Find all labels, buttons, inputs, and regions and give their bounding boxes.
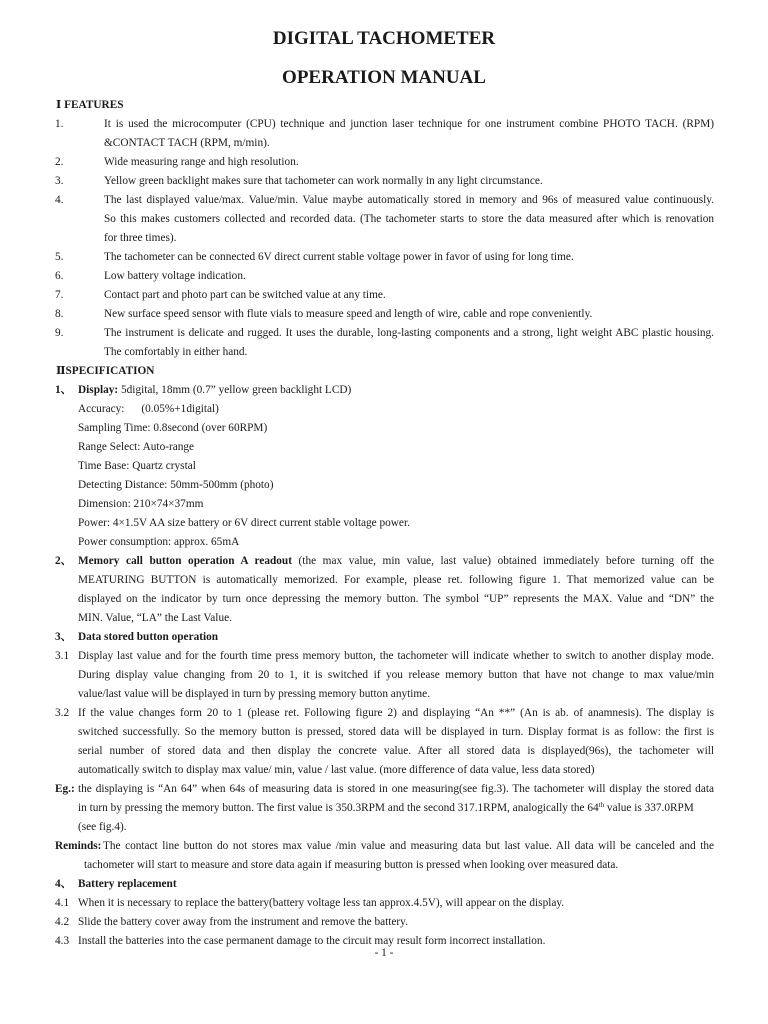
feature-number: 1. bbox=[55, 118, 64, 130]
spec-3-2-line-2: switched successfully. So the memory button is pressed, stored data will be displayed in turn. Display format is as follow: the first is bbox=[78, 726, 714, 738]
feature-3-text: Yellow green backlight makes sure that tachometer can work normally in any light circumstance. bbox=[104, 175, 543, 187]
feature-9-line-2: The comfortably in either hand. bbox=[104, 346, 248, 358]
spec-3-2-line-4: automatically switch to display max value/ min, value / last value. (more difference of data value, less data stored) bbox=[78, 764, 595, 776]
features-heading: Ⅰ FEATURES bbox=[56, 99, 124, 111]
spec-2-line-2: MEATURING BUTTON is automatically memorized. For example, please ret. following figure 1. That memorized value can be bbox=[78, 574, 714, 586]
feature-number: 9. bbox=[55, 327, 64, 339]
document-subtitle: OPERATION MANUAL bbox=[282, 67, 486, 88]
feature-2-text: Wide measuring range and high resolution. bbox=[104, 156, 299, 168]
example-line-2b: value is 337.0RPM bbox=[604, 802, 694, 814]
feature-4-line-3: for three times). bbox=[104, 232, 177, 244]
page-number: - 1 - bbox=[374, 947, 394, 959]
ordinal-suffix: th bbox=[598, 801, 605, 809]
spec-3-1-number: 3.1 bbox=[55, 650, 70, 662]
spec-2-text: (the max value, min value, last value) obtained immediately before turning off the bbox=[291, 555, 714, 567]
spec-1-number: 1、 bbox=[55, 384, 72, 396]
feature-number: 5. bbox=[55, 251, 64, 263]
feature-1-line-2: &CONTACT TACH (RPM, m/min). bbox=[104, 137, 270, 149]
feature-4-line-2: So this makes customers collected and recorded data. (The tachometer starts to store the data measured after which is renovation bbox=[104, 213, 714, 225]
spec-3-1-line-3: value/last value will be displayed in turn by pressing memory button anytime. bbox=[78, 688, 431, 700]
spec-4-number: 4、 bbox=[55, 878, 72, 890]
spec-4-1-text: When it is necessary to replace the battery(battery voltage less tan approx.4.5V), will appear on the display. bbox=[78, 897, 565, 909]
spec-2-label: Memory call button operation A readout bbox=[78, 555, 292, 567]
spec-2-line-3: displayed on the indicator by turn once depressing the memory button. The symbol “UP” represents the MAX. Value and “DN” the bbox=[78, 593, 714, 605]
spec-2-number: 2、 bbox=[55, 555, 72, 567]
spec-accuracy: Accuracy: (0.05%+1digital) bbox=[78, 403, 219, 415]
feature-6-text: Low battery voltage indication. bbox=[104, 270, 246, 282]
spec-4-label: Battery replacement bbox=[78, 878, 177, 890]
spec-1-text: 5digital, 18mm (0.7” yellow green backlight LCD) bbox=[118, 384, 352, 396]
spec-power-consumption: Power consumption: approx. 65mA bbox=[78, 536, 240, 548]
feature-9-line-1: The instrument is delicate and rugged. It uses the durable, long-lasting components and a strong, light weight ABC plastic housing. bbox=[104, 327, 714, 339]
spec-detecting-distance: Detecting Distance: 50mm-500mm (photo) bbox=[78, 479, 274, 491]
feature-number: 7. bbox=[55, 289, 64, 301]
spec-3-label: Data stored button operation bbox=[78, 631, 219, 643]
spec-power: Power: 4×1.5V AA size battery or 6V direct current stable voltage power. bbox=[78, 517, 410, 529]
spec-3-2-line-1: If the value changes form 20 to 1 (please ret. Following figure 2) and displaying “An **” (An is ab. of anamnesis). The display is bbox=[78, 707, 714, 719]
reminds-line-1: The contact line button do not stores max value /min value and measuring data but last value. All data will be canceled and the bbox=[103, 840, 714, 852]
example-line-2 bbox=[78, 799, 694, 818]
spec-3-1-line-1: Display last value and for the fourth time press memory button, the tachometer will indicate whether to switch to another display mode. bbox=[78, 650, 714, 662]
spec-3-number: 3、 bbox=[55, 631, 72, 643]
example-line-2a: in turn by pressing the memory button. The first value is 350.3RPM and the second 317.1RPM, analogically the 64 bbox=[78, 802, 599, 814]
reminds-label: Reminds: bbox=[55, 840, 102, 852]
document-title: DIGITAL TACHOMETER bbox=[272, 28, 496, 49]
spec-4-2-text: Slide the battery cover away from the instrument and remove the battery. bbox=[78, 916, 408, 928]
spec-3-1-line-2: During display value changing from 20 to 1, it is switched if you release memory button that have not change to max value/min bbox=[78, 669, 714, 681]
spec-dimension: Dimension: 210×74×37mm bbox=[78, 498, 204, 510]
example-label: Eg.: bbox=[55, 783, 75, 795]
spec-1-label: Display: bbox=[78, 384, 119, 396]
spec-sampling-time: Sampling Time: 0.8second (over 60RPM) bbox=[78, 422, 268, 434]
spec-4-3-text: Install the batteries into the case permanent damage to the circuit may result form incorrect installation. bbox=[78, 935, 546, 947]
feature-5-text: The tachometer can be connected 6V direct current stable voltage power in favor of using for long time. bbox=[104, 251, 574, 263]
example-line-1: the displaying is “An 64” when 64s of measuring data is stored in one measuring(see fig.3). The tachometer will display the stored data bbox=[78, 783, 714, 795]
feature-number: 2. bbox=[55, 156, 64, 168]
example-line-3: (see fig.4). bbox=[78, 821, 127, 833]
feature-number: 6. bbox=[55, 270, 64, 282]
spec-4-1-number: 4.1 bbox=[55, 897, 70, 909]
spec-4-2-number: 4.2 bbox=[55, 916, 70, 928]
spec-1-display-line bbox=[78, 381, 351, 400]
spec-time-base: Time Base: Quartz crystal bbox=[78, 460, 196, 472]
feature-number: 4. bbox=[55, 194, 64, 206]
feature-8-text: New surface speed sensor with flute vials to measure speed and length of wire, cable and rope conveniently. bbox=[104, 308, 593, 320]
feature-4-line-1: The last displayed value/max. Value/min. Value maybe automatically stored in memory and 96s of measured value continuously. bbox=[104, 194, 714, 206]
feature-number: 3. bbox=[55, 175, 64, 187]
spec-2-line-1 bbox=[78, 552, 714, 571]
spec-4-3-number: 4.3 bbox=[55, 935, 70, 947]
spec-range-select: Range Select: Auto-range bbox=[78, 441, 195, 453]
feature-number: 8. bbox=[55, 308, 64, 320]
spec-3-2-number: 3.2 bbox=[55, 707, 70, 719]
feature-7-text: Contact part and photo part can be switched value at any time. bbox=[104, 289, 386, 301]
feature-1-line-1: It is used the microcomputer (CPU) technique and junction laser technique for one instrument combine PHOTO TACH. (RPM) bbox=[104, 118, 714, 130]
spec-2-line-4: MIN. Value, “LA” the Last Value. bbox=[78, 612, 232, 624]
reminds-line-2: tachometer will start to measure and store data again if measuring button is pressed when looking over measured data. bbox=[84, 859, 619, 871]
spec-3-2-line-3: serial number of stored data and then display the concrete value. After all stored data is displayed(96s), the tachometer will bbox=[78, 745, 714, 757]
specification-heading: ⅡSPECIFICATION bbox=[56, 365, 155, 377]
